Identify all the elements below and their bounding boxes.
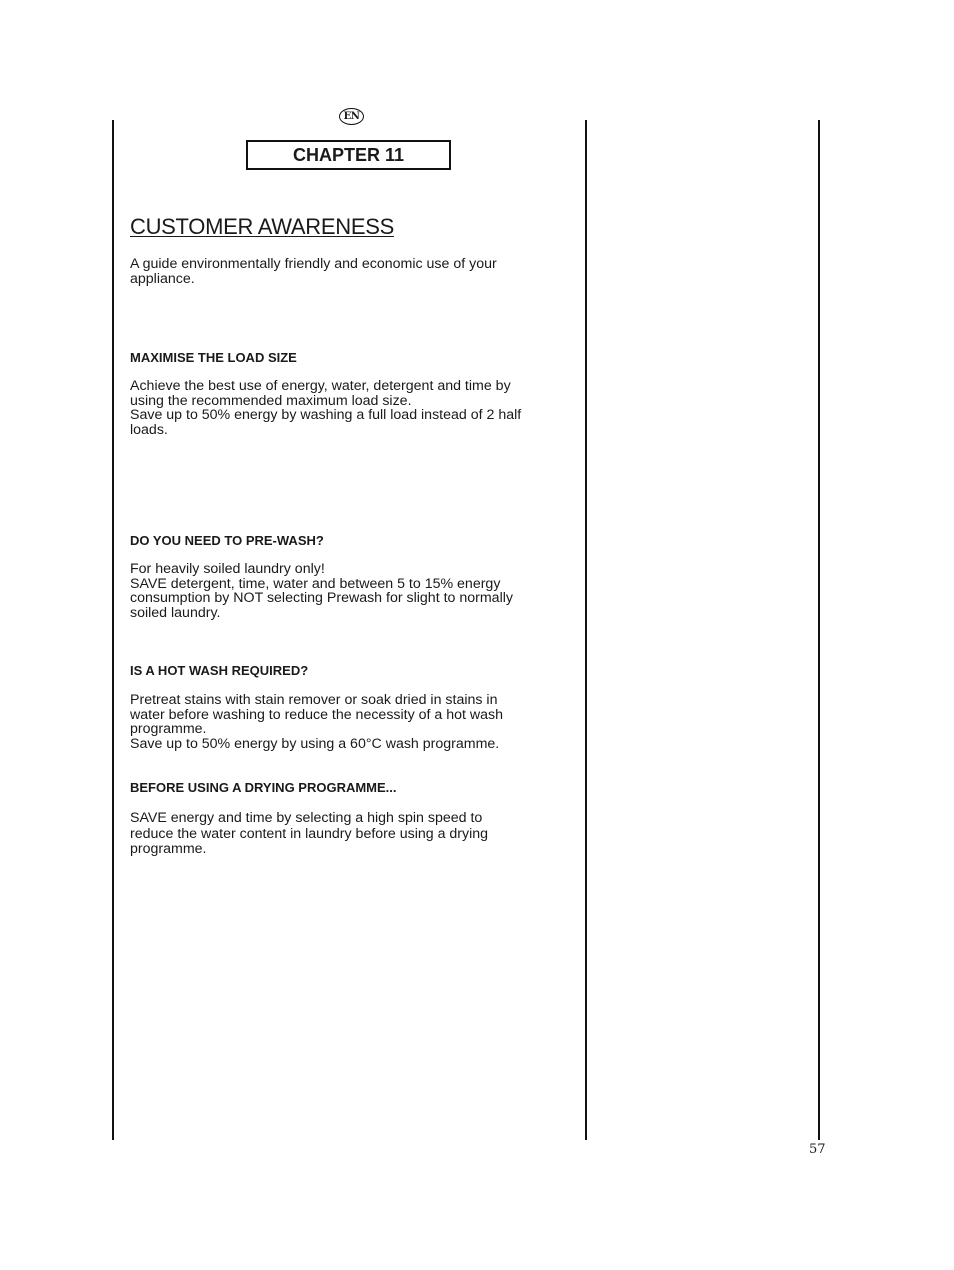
body-line: Pretreat stains with stain remover or soak dried in stains in bbox=[130, 692, 498, 708]
body-line: SAVE detergent, time, water and between 5 to 15% energy bbox=[130, 575, 501, 592]
intro-line: appliance. bbox=[130, 270, 195, 287]
chapter-label: CHAPTER 11 bbox=[246, 140, 451, 170]
body-line: Achieve the best use of energy, water, detergent and time by bbox=[130, 378, 511, 394]
section-body-hot-wash bbox=[130, 693, 570, 751]
body-line: reduce the water content in laundry before using a drying bbox=[130, 825, 489, 842]
section-heading-pre-wash: DO YOU NEED TO PRE-WASH? bbox=[130, 533, 324, 548]
body-line: soiled laundry. bbox=[130, 604, 221, 621]
section-heading-drying: BEFORE USING A DRYING PROGRAMME... bbox=[130, 780, 397, 795]
language-badge: EN bbox=[339, 108, 364, 125]
body-line: programme. bbox=[130, 841, 207, 857]
section-body-load-size bbox=[130, 379, 570, 437]
right-column-rule bbox=[818, 120, 820, 1140]
middle-column-rule bbox=[585, 120, 587, 1140]
body-line: water before washing to reduce the necessity of a hot wash bbox=[130, 706, 504, 723]
left-column-rule bbox=[112, 120, 114, 1140]
section-body-pre-wash bbox=[130, 562, 570, 620]
section-heading-load-size: MAXIMISE THE LOAD SIZE bbox=[130, 350, 297, 365]
body-line: SAVE energy and time by selecting a high spin speed to bbox=[130, 810, 483, 826]
body-line: using the recommended maximum load size. bbox=[130, 392, 412, 409]
section-heading-hot-wash: IS A HOT WASH REQUIRED? bbox=[130, 663, 309, 678]
body-line: consumption by NOT selecting Prewash for slight to normally bbox=[130, 590, 513, 606]
intro-line: A guide environmentally friendly and economic use of your bbox=[130, 256, 497, 272]
section-body-drying bbox=[130, 811, 570, 858]
body-line: Save up to 50% energy by washing a full load instead of 2 half bbox=[130, 407, 522, 423]
body-line: For heavily soiled laundry only! bbox=[130, 561, 325, 577]
body-line: programme. bbox=[130, 721, 207, 737]
body-line: Save up to 50% energy by using a 60°C wash programme. bbox=[130, 735, 500, 752]
page-title: CUSTOMER AWARENESS bbox=[130, 214, 394, 239]
intro-paragraph bbox=[130, 257, 570, 286]
body-line: loads. bbox=[130, 421, 168, 438]
page-number: 57 bbox=[809, 1142, 826, 1157]
